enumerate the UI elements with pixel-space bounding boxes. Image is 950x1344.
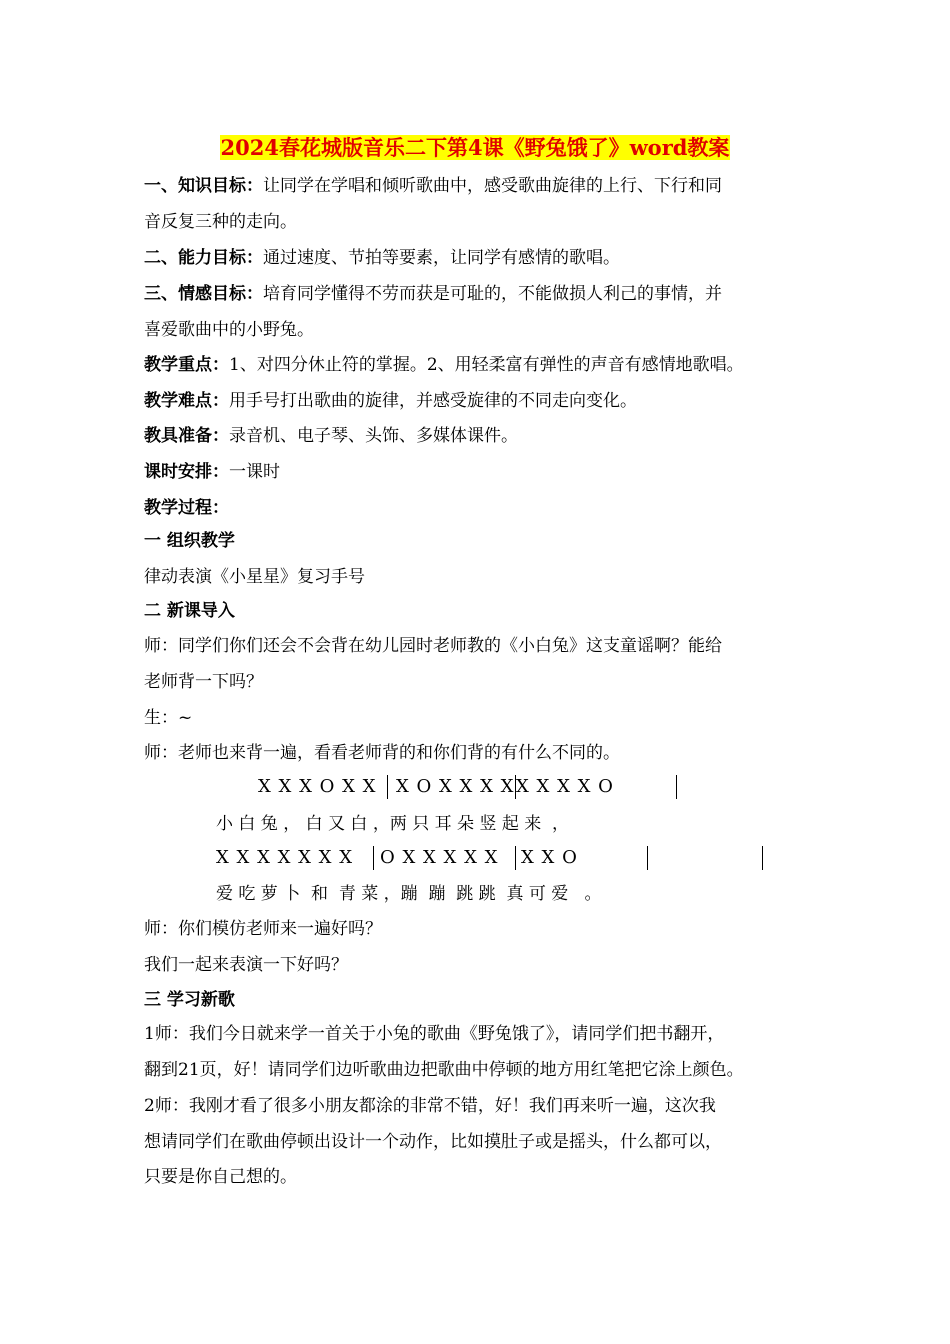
teacher-line-4: 我们一起来表演一下好吗？ — [144, 955, 348, 975]
section1-heading: 一 组织教学 — [144, 531, 235, 551]
teacher-line-1-cont: 老师背一下吗？ — [144, 672, 263, 692]
notation-2a: X X X X X X X — [216, 847, 354, 868]
lyric-line-2: 爱 吃 萝 卜 和 青 菜 ，蹦 蹦 跳 跳 真 可 爱 。 — [216, 884, 602, 904]
title-text: 2024春花城版音乐二下第4课《野兔饿了》word教案 — [220, 135, 730, 160]
section3-heading: 三 学习新歌 — [144, 990, 235, 1010]
section3-p1: 1师：我们今日就来学一首关于小兔的歌曲《野兔饿了》，请同学们把书翻开， — [144, 1024, 725, 1044]
bar-line — [647, 846, 648, 870]
process-heading: 教学过程： — [144, 498, 229, 518]
notation-1a: X X X O X X — [258, 776, 377, 797]
ability-objective — [144, 245, 620, 271]
emotion-text: 培育同学懂得不劳而获是可耻的，不能做损人利己的事情，并 — [263, 284, 722, 304]
bar-line — [373, 846, 374, 870]
teaching-tools — [144, 423, 518, 449]
schedule-text: 一课时 — [229, 462, 280, 482]
section3-p1-cont: 翻到21页，好！请同学们边听歌曲边把歌曲中停顿的地方用红笔把它涂上颜色。 — [144, 1060, 744, 1080]
lyric-line-1: 小 白 兔 ， 白 又 白 ，两 只 耳 朵 竖 起 来 ， — [216, 814, 570, 834]
difficulty-label: 教学难点： — [144, 391, 229, 411]
bar-line — [676, 775, 677, 799]
focus-text: 1、对四分休止符的掌握。2、用轻柔富有弹性的声音有感情地歌唱。 — [229, 355, 744, 375]
schedule-label: 课时安排： — [144, 462, 229, 482]
tools-label: 教具准备： — [144, 426, 229, 446]
document-title — [0, 133, 950, 163]
difficulty-text: 用手号打出歌曲的旋律，并感受旋律的不同走向变化。 — [229, 391, 637, 411]
tools-text: 录音机、电子琴、头饰、多媒体课件。 — [229, 426, 518, 446]
emotion-label: 三、情感目标： — [144, 284, 263, 304]
emotion-objective — [144, 281, 722, 307]
notation-2b: O X X X X X — [380, 847, 499, 868]
section2-heading: 二 新课导入 — [144, 601, 235, 621]
knowledge-objective — [144, 173, 722, 199]
class-schedule — [144, 459, 280, 485]
notation-1b: X O X X X X — [396, 776, 515, 797]
knowledge-objective-cont: 音反复三种的走向。 — [144, 212, 297, 232]
teaching-focus — [144, 352, 744, 378]
knowledge-text: 让同学在学唱和倾听歌曲中，感受歌曲旋律的上行、下行和同 — [263, 176, 722, 196]
ability-label: 二、能力目标： — [144, 248, 263, 268]
teacher-line-2: 师：老师也来背一遍，看看老师背的和你们背的有什么不同的。 — [144, 743, 620, 763]
knowledge-label: 一、知识目标： — [144, 176, 263, 196]
bar-line — [387, 775, 388, 799]
student-line: 生：~ — [144, 708, 193, 728]
teacher-line-3: 师：你们模仿老师来一遍好吗？ — [144, 919, 382, 939]
notation-1c: X X X X O — [516, 776, 614, 797]
section3-p2: 2师：我刚才看了很多小朋友都涂的非常不错，好！我们再来听一遍，这次我 — [144, 1096, 716, 1116]
section3-p2-end: 只要是你自己想的。 — [144, 1167, 297, 1187]
section3-p2-cont: 想请同学们在歌曲停顿出设计一个动作，比如摸肚子或是摇头，什么都可以， — [144, 1132, 722, 1152]
teaching-difficulty — [144, 388, 637, 414]
bar-line — [762, 846, 763, 870]
emotion-objective-cont: 喜爱歌曲中的小野兔。 — [144, 320, 314, 340]
teacher-line-1: 师：同学们你们还会不会背在幼儿园时老师教的《小白兔》这支童谣啊？能给 — [144, 636, 722, 656]
notation-2c: X X O — [521, 847, 578, 868]
focus-label: 教学重点： — [144, 355, 229, 375]
bar-line — [515, 846, 516, 870]
ability-text: 通过速度、节拍等要素，让同学有感情的歌唱。 — [263, 248, 620, 268]
section1-text: 律动表演《小星星》复习手号 — [144, 567, 365, 587]
